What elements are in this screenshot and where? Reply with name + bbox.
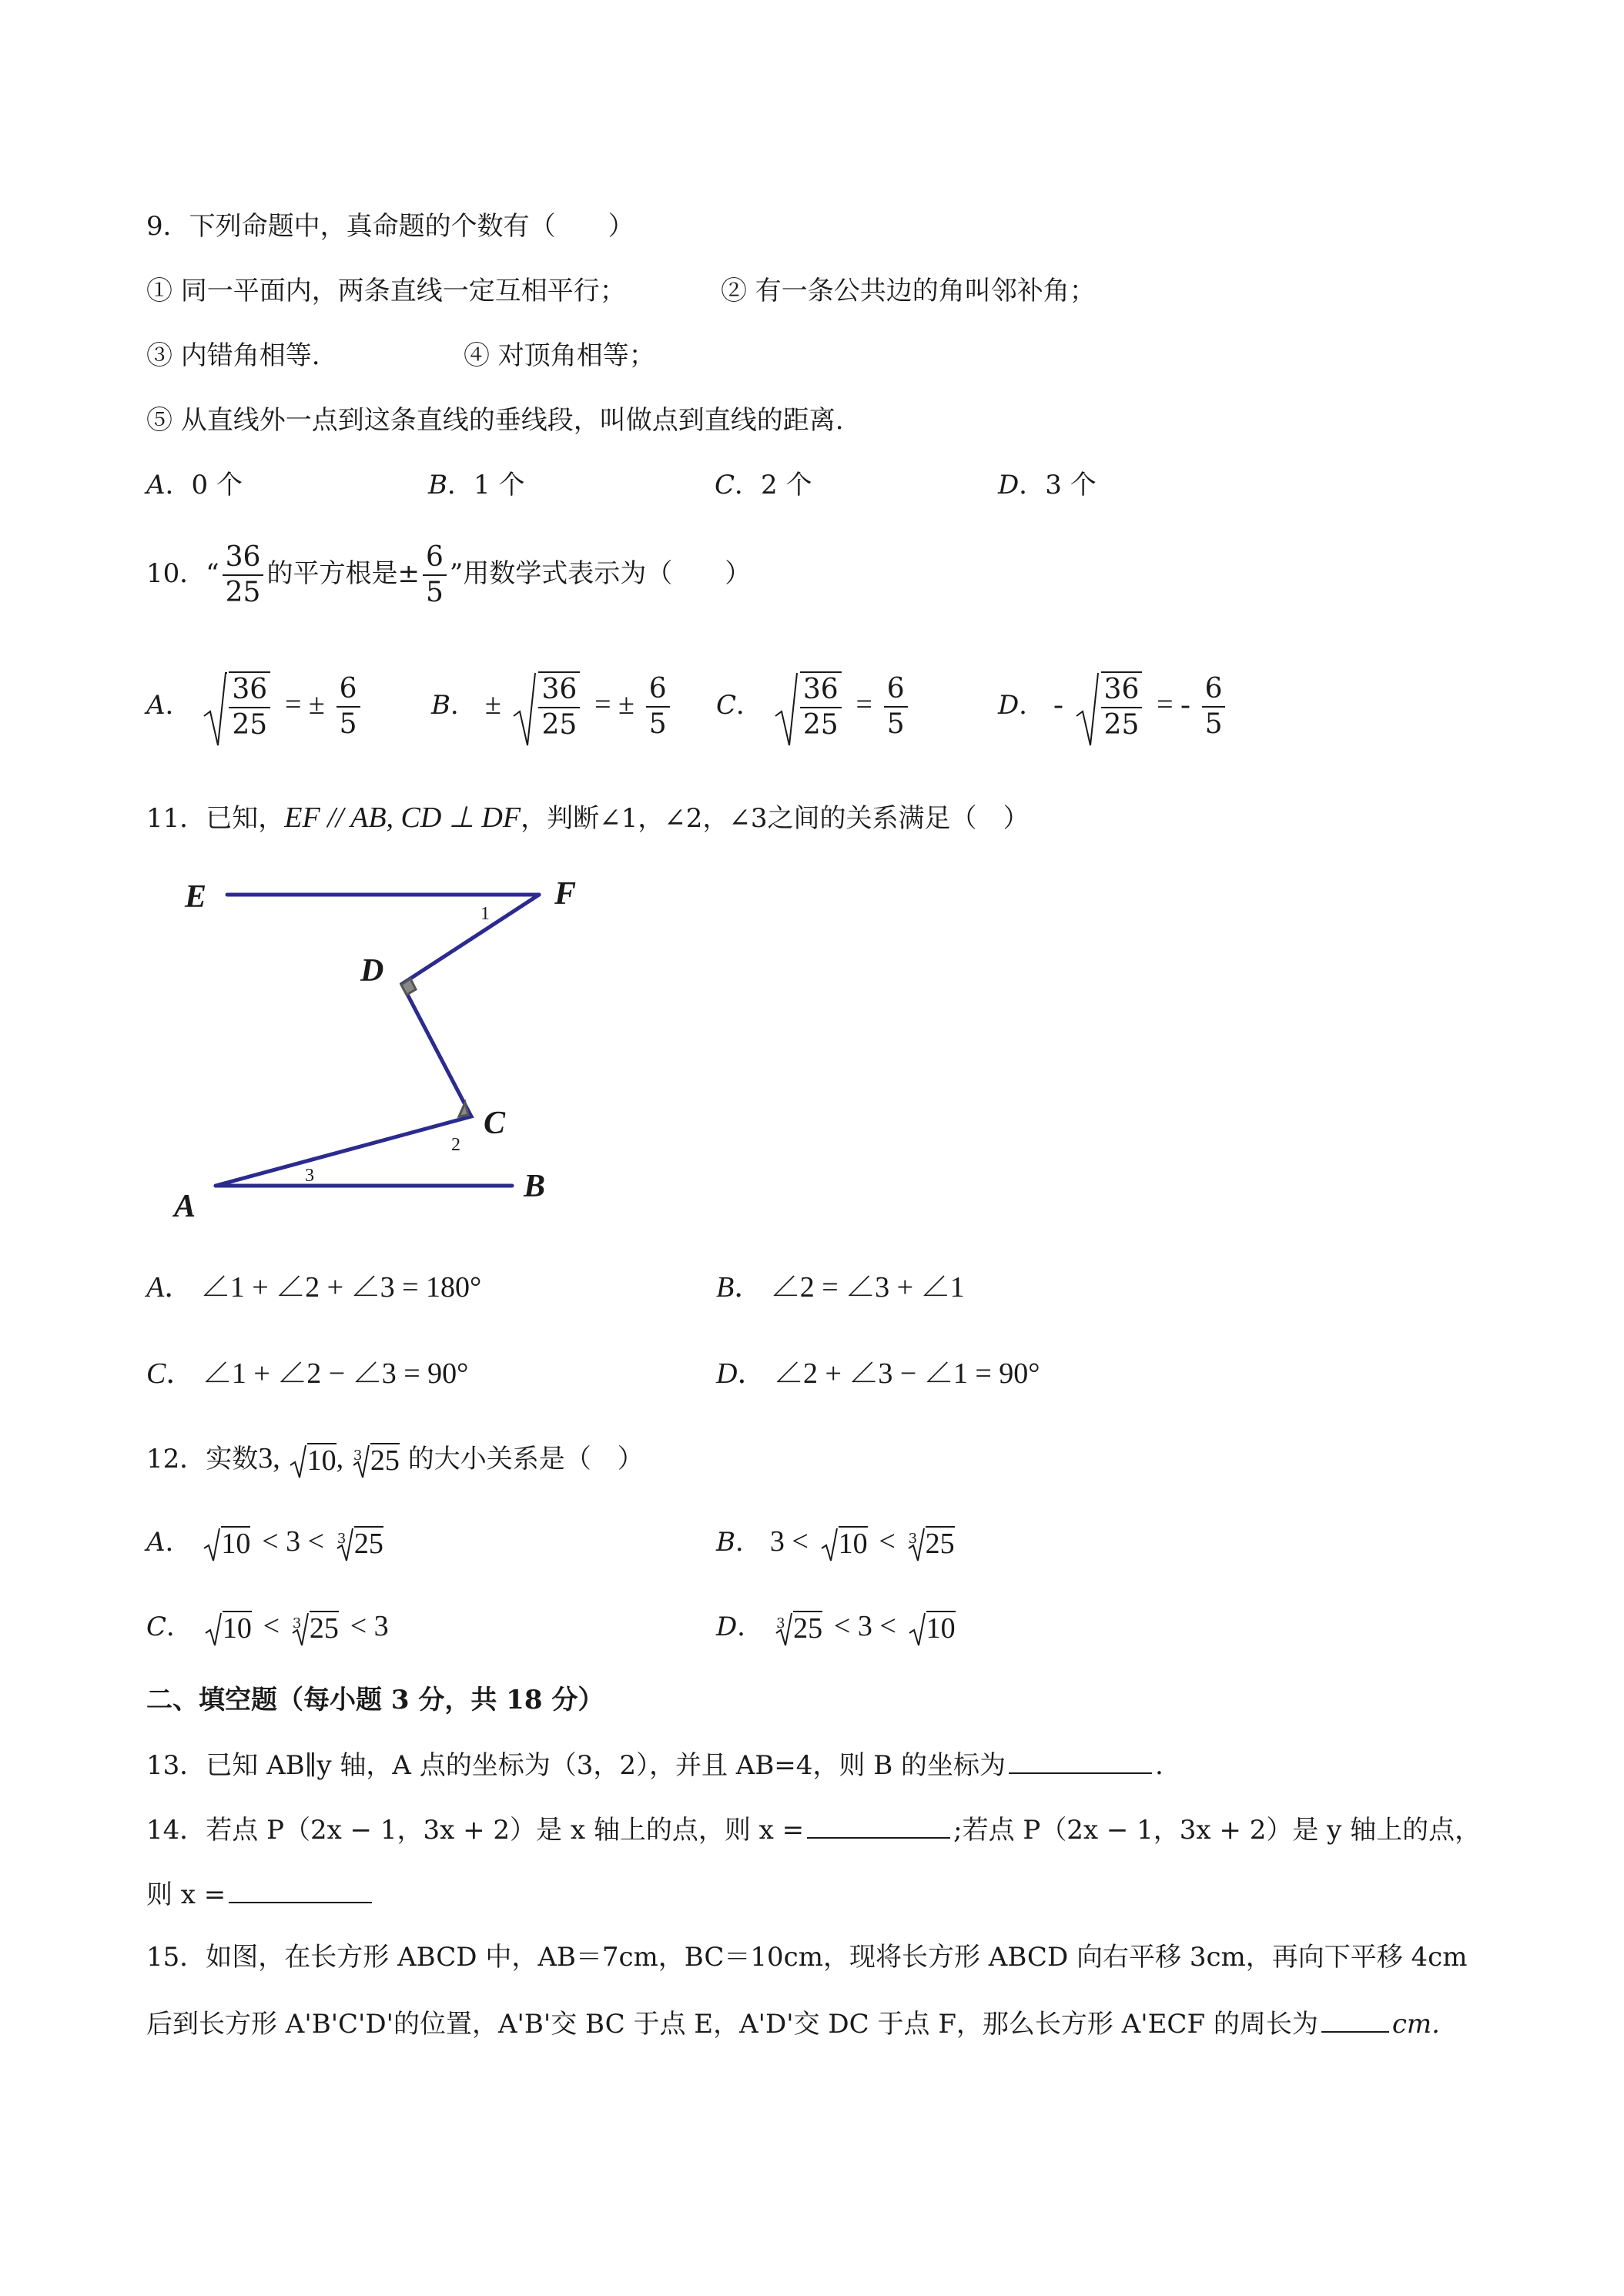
label-b: B [524,1169,546,1204]
q11-stem: 11．已知，EF // AB, CD ⊥ DF，判断∠1，∠2，∠3之间的关系满足（ ） [146,802,1030,834]
q15-line-2: 后到长方形 A'B'C'D'的位置，A'B'交 BC 于点 E，A'D'交 DC 于点 F，那么长方形 A'ECF 的周长为 cm. [146,2005,1440,2041]
q12-option-b: B． 3 < 10 < 3 25 [716,1525,955,1560]
sqrt-sign: 10 [203,1527,250,1561]
q9-option-d: D．3 个 [998,470,1097,500]
q12-option-d: D． 3 25 < 3 < 10 [716,1610,956,1645]
q10-stem: 10．“ $\frac{36}{25}$ 的平方根是± $\frac{6}{5}$ ”用数学式表示为（ ） [146,541,752,608]
q9-statement-4: ④ 对顶角相等； [464,340,655,371]
sqrt-sign: 10 [289,1444,337,1478]
sqrt-sign: 10 [204,1612,252,1646]
q11-option-b: B． ∠2 = ∠3 + ∠1 [716,1271,965,1304]
q13-stem: 13．已知 AB∥y 轴，A 点的坐标为（3，2），并且 AB=4，则 B 的坐标为 . [146,1746,1164,1782]
q9-option-a: A．0 个 [146,470,243,500]
q9-option-c: C．2 个 [715,470,812,500]
cube-root-sign: 3 25 [292,1612,339,1645]
q9-statement-3: ③ 内错角相等. [146,340,320,371]
answer-blank[interactable] [807,1811,950,1839]
cube-root-sign: 3 25 [337,1527,383,1560]
angle-label-2: 2 [451,1135,460,1155]
answer-blank[interactable] [229,1876,372,1903]
section-heading: 二、填空题（每小题 3 分，共 18 分） [146,1685,604,1715]
label-d: D [360,953,384,989]
q11-option-a: A． ∠1 + ∠2 + ∠3 = 180° [146,1271,482,1304]
fraction-6-5: $\frac{6}{5}$ [423,541,447,610]
q12-option-a: A． 10 < 3 < 3 25 [146,1525,383,1560]
q9-option-b: B．1 个 [428,470,525,500]
fraction-36-25: $\frac{36}{25}$ [223,541,264,610]
q9-statement-2: ② 有一条公共边的角叫邻补角； [721,276,1096,306]
q9-statement-1: ① 同一平面内，两条直线一定互相平行； [146,276,626,306]
cube-root-sign: 3 25 [908,1527,955,1560]
q10-option-c: C． $\frac{36}{25}$ = $\frac{6}{5}$ [716,671,911,742]
sqrt-sign: $\frac{36}{25}$ [1075,671,1146,742]
q9-statement-5: ⑤ 从直线外一点到这条直线的垂线段，叫做点到直线的距离. [146,405,844,436]
answer-blank[interactable] [1321,2005,1389,2033]
q11-option-c: C． ∠1 + ∠2 − ∠3 = 90° [146,1357,469,1390]
label-f: F [554,876,577,912]
q15-line-1: 15．如图，在长方形 ABCD 中，AB＝7cm，BC＝10cm，现将长方形 ABCD 向右平移 3cm，再向下平移 4cm [146,1942,1468,1973]
angle-label-1: 1 [481,904,490,924]
q12-option-c: C． 10 < 3 25 < 3 [146,1610,389,1645]
answer-blank[interactable] [1009,1746,1152,1774]
sqrt-sign: 10 [908,1612,956,1646]
q14-line-1: 14．若点 P（2x − 1，3x + 2）是 x 轴上的点，则 x = ;若点 P（2x − 1，3x + 2）是 y 轴上的点， [146,1811,1481,1847]
q14-line-2: 则 x = [146,1876,375,1912]
angle-label-3: 3 [305,1166,314,1186]
cube-root-sign: 3 25 [353,1444,400,1477]
q11-figure [154,855,631,1224]
label-c: C [484,1106,506,1141]
sqrt-sign: $\frac{36}{25}$ [203,671,273,742]
label-a: A [174,1189,196,1224]
q10-option-d: D． - $\frac{36}{25}$ = - $\frac{6}{5}$ [998,671,1228,742]
sqrt-sign: 10 [820,1527,868,1561]
label-e: E [185,879,207,915]
q11-option-d: D． ∠2 + ∠3 − ∠1 = 90° [716,1357,1040,1390]
zigzag-fdca [216,895,539,1186]
right-angle-c [459,1103,468,1116]
q12-stem: 12．实数3, 10, 3 25 的大小关系是（ ） [146,1442,644,1477]
sqrt-sign: $\frac{36}{25}$ [774,671,845,742]
cube-root-sign: 3 25 [776,1612,823,1645]
q10-option-a: A． $\frac{36}{25}$ = ± $\frac{6}{5}$ [146,671,363,742]
q9-stem: 9．下列命题中，真命题的个数有（ ） [146,211,635,242]
sqrt-sign: $\frac{36}{25}$ [512,671,583,742]
q10-option-b: B． ± $\frac{36}{25}$ = ± $\frac{6}{5}$ [431,671,673,742]
